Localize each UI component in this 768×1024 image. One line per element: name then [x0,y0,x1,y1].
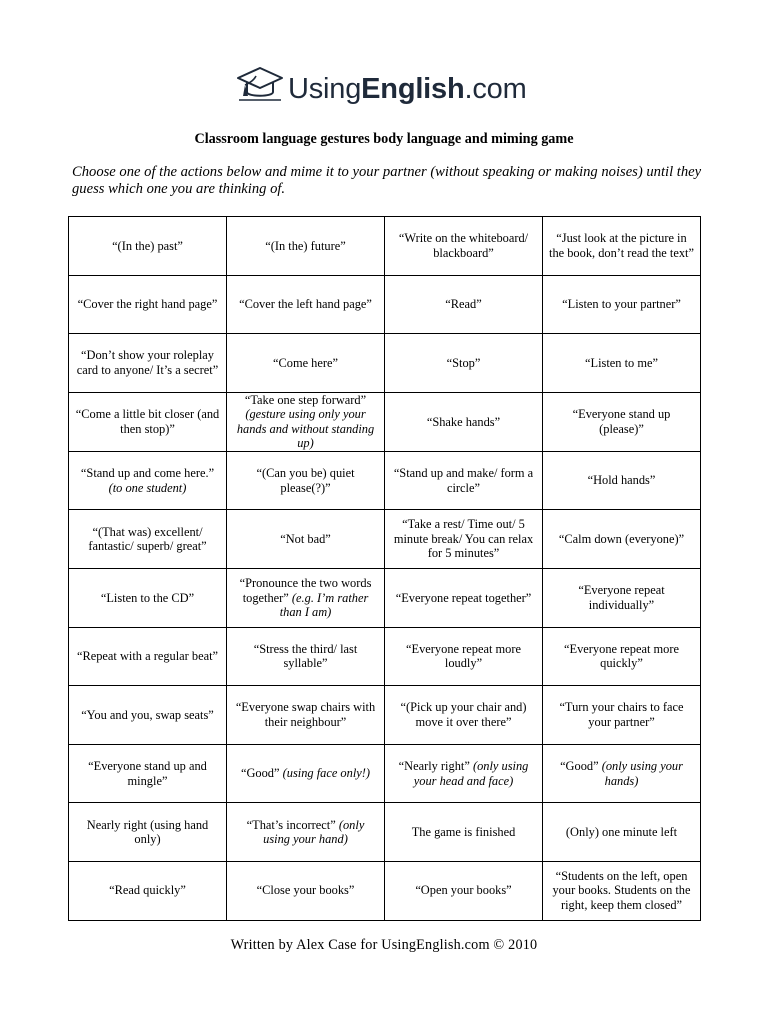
action-text: “Stop” [446,355,481,370]
action-text: “Nearly right” [398,759,470,774]
footer-credit: Written by Alex Case for UsingEnglish.com © 2010 [230,937,538,953]
action-card [543,686,701,745]
action-card [227,861,385,920]
action-text: “Pronounce the two words together” [239,576,372,605]
action-card [69,510,227,569]
action-text: “Turn your chairs to face your partner” [559,700,684,729]
action-card [543,568,701,627]
grid-row [69,451,701,510]
action-card [69,451,227,510]
grid-row [69,217,701,276]
action-note: (to one student) [108,480,187,495]
action-text: “Everyone swap chairs with their neighbour” [235,700,376,729]
action-note: (gesture using only your hands and without standing up) [236,407,375,451]
action-card [543,334,701,393]
action-text: “Everyone repeat more loudly” [406,641,521,671]
action-card [385,510,543,569]
action-text: “Close your books” [256,883,355,898]
action-card [385,217,543,276]
action-card [543,510,701,569]
action-card [385,334,543,393]
action-card [385,744,543,803]
action-card [227,275,385,334]
action-text: “(Can you be) quiet please(?)” [256,466,355,495]
action-card [543,744,701,803]
action-text: “Cover the left hand page” [239,297,372,312]
action-card [227,803,385,862]
action-text: “Don’t show your roleplay card to anyone/ It’s a secret” [76,348,219,377]
action-card [543,803,701,862]
instructions: Choose one of the actions below and mime it to your partner (without speaking or making noises) until they guess which one you are thinking of. [72,164,702,197]
action-text: “Take a rest/ Time out/ 5 minute break/ You can relax for 5 minutes” [393,517,534,561]
action-card [227,686,385,745]
action-text: “Students on the left, open your books. Students on the right, keep them closed” [552,868,691,912]
action-text: “You and you, swap seats” [81,707,214,722]
action-card [543,451,701,510]
action-text: “Stress the third/ last syllable” [253,641,358,671]
grid-body [69,217,701,921]
action-text: “(That was) excellent/ fantastic/ superb/ great” [88,524,207,554]
action-text: “Read” [445,297,482,312]
action-text: “Open your books” [415,883,512,898]
action-text: “That’s incorrect” [246,817,336,832]
action-text: “Come here” [272,355,338,370]
action-note: (only using your hand) [263,817,365,847]
action-text: “Come a little bit closer (and then stop)” [75,407,220,436]
site-logo [236,66,527,106]
action-card [69,803,227,862]
action-card [227,392,385,451]
action-card [69,861,227,920]
action-card [227,217,385,276]
action-text: “Everyone repeat individually” [578,583,665,612]
action-text: “(In the) future” [265,238,346,253]
action-text: “Hold hands” [587,473,656,488]
action-card [385,568,543,627]
actions-grid [68,216,701,921]
action-card [69,627,227,686]
action-note: (e.g. I’m rather than I am) [279,590,369,620]
action-card [543,861,701,920]
action-card [543,217,701,276]
action-text: “Listen to the CD” [100,590,195,605]
action-card [227,627,385,686]
grid-row [69,568,701,627]
page-title: Classroom language gestures body language and miming game [194,131,574,147]
graduation-cap-icon [236,66,284,106]
action-text: “(Pick up your chair and) move it over there” [400,700,527,729]
grid-row [69,627,701,686]
action-text: “(In the) past” [112,238,183,253]
grid-row [69,861,701,920]
grid-row [69,744,701,803]
action-card [227,744,385,803]
action-text: “Write on the whiteboard/ blackboard” [398,231,529,260]
action-text: (Only) one minute left [565,824,678,839]
action-text: “Shake hands” [426,414,501,429]
logo-wordmark [288,75,527,104]
action-text: “Read quickly” [109,883,186,898]
action-text: “Repeat with a regular beat” [76,649,219,664]
action-text: “Take one step forward” [244,392,367,407]
action-note: (only using your head and face) [413,759,529,788]
grid-row [69,510,701,569]
action-card [385,861,543,920]
action-card [69,568,227,627]
grid-row [69,334,701,393]
action-card [385,451,543,510]
action-text: “Everyone stand up (please)” [572,407,671,436]
logo-suffix: .com [464,73,527,105]
action-card [69,334,227,393]
action-note: (only using your hands) [601,759,683,788]
action-text: “Listen to me” [585,355,658,370]
action-card [227,568,385,627]
action-text: “Stand up and come here.” [80,466,215,481]
action-card [385,803,543,862]
action-card [69,217,227,276]
action-text: “Stand up and make/ form a circle” [393,466,534,495]
action-text: “Everyone repeat more quickly” [564,641,679,671]
action-text: “Just look at the picture in the book, don’t read the text” [549,231,694,260]
action-text: “Cover the right hand page” [77,297,218,312]
action-card [69,392,227,451]
grid-row [69,686,701,745]
action-card [385,392,543,451]
action-text: Nearly right (using hand only) [86,817,209,847]
action-text: “Everyone stand up and mingle” [88,759,207,788]
action-card [227,451,385,510]
action-card [385,686,543,745]
action-card [385,627,543,686]
action-text: “Listen to your partner” [562,297,681,312]
action-card [69,744,227,803]
grid-row [69,275,701,334]
action-card [385,275,543,334]
grid-row [69,803,701,862]
grid-row [69,392,701,451]
action-text: “Not bad” [280,531,331,546]
action-text: “Calm down (everyone)” [558,531,685,546]
action-text: The game is finished [411,824,516,839]
action-card [543,392,701,451]
action-card [69,275,227,334]
action-text: “Good” [560,759,599,774]
logo-prefix: Using [288,73,362,105]
action-card [543,627,701,686]
action-card [543,275,701,334]
action-card [227,334,385,393]
action-text: “Everyone repeat together” [395,590,532,605]
action-note: (using face only!) [282,766,371,781]
logo-bold: English [361,73,465,105]
action-card [227,510,385,569]
action-card [69,686,227,745]
action-text: “Good” [240,766,280,781]
